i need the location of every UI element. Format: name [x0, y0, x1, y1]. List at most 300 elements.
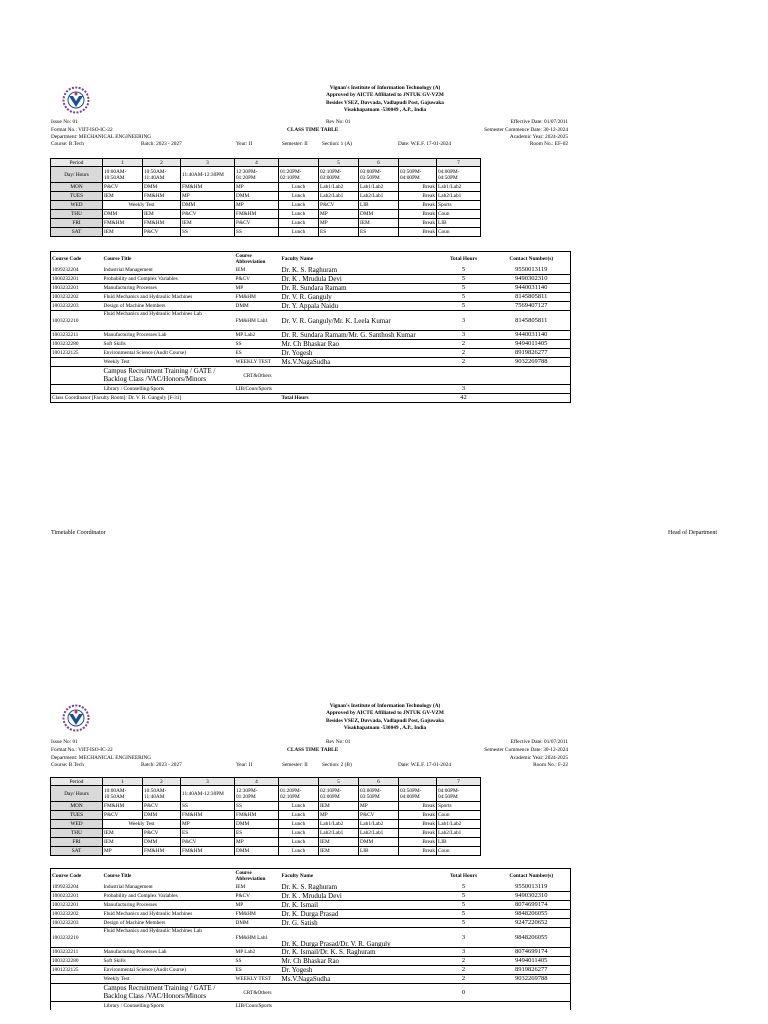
course-row: [51, 275, 571, 284]
course-title: Soft Skills: [103, 957, 235, 966]
slot-cell: DMM: [143, 811, 181, 820]
course-code: 1003232202: [51, 910, 103, 919]
course-abbr: P&CV: [235, 892, 281, 901]
faculty-name: Dr. K. Ismail: [281, 901, 435, 910]
course-row: [51, 385, 571, 394]
course-title: Fluid Mechanics and Hydraulic Machines: [103, 910, 235, 919]
course-hours: 5: [435, 275, 493, 284]
break-cell: Break: [399, 811, 437, 820]
course-title: Manufacturing Processes Lab: [103, 948, 235, 957]
hours-cell: 03:50PM-04:00PM: [399, 786, 437, 802]
slot-cell: P&CV: [319, 201, 359, 210]
institute-name: Vignan's Institute of Information Technology (A): [329, 703, 441, 709]
period-cell: 3: [181, 778, 235, 786]
course-head-row: [51, 252, 571, 267]
lunch-cell: Lunch: [279, 829, 319, 838]
course-title: Environmental Science (Audit Course): [103, 966, 235, 975]
col-abbreviation: Course Abbreviation: [235, 870, 266, 882]
hod-signature: Head of Department: [668, 530, 717, 536]
sheet-title: CLASS TIME TABLE: [287, 127, 339, 133]
course-code: 1000232201: [51, 892, 103, 901]
col-faculty: Faculty Name: [281, 873, 314, 879]
course-code: 1003232210: [51, 928, 103, 948]
department: Department: MECHANICAL ENGINEERING: [51, 134, 152, 140]
faculty-name: Dr. R. Sundara Ramam/Mr. G. Santhosh Kumar: [281, 331, 435, 340]
break-cell: Break: [399, 820, 437, 829]
break-cell: Break: [399, 219, 437, 228]
period-cell: 6: [359, 159, 399, 167]
issue-no: Issue No: 01: [51, 739, 78, 745]
course-code: 1003232201: [51, 901, 103, 910]
course-code: 1001232125: [51, 349, 103, 358]
slot-cell: P&CV: [103, 811, 143, 820]
course-code: 1003232203: [51, 302, 103, 311]
course-abbr: DMM: [235, 302, 281, 311]
course-row: [51, 358, 571, 367]
course-hours: 2: [435, 358, 493, 367]
hours-cell: 11:40AM-12:30PM: [181, 167, 235, 183]
course-hours: 5: [435, 901, 493, 910]
day-row-fri: [51, 219, 481, 228]
room-no: Room No.: EF-02: [529, 141, 568, 147]
faculty-name: Dr. V. R. Ganguly/Mr. K. Leela Kumar: [281, 311, 435, 331]
course-abbr: CRT&Others: [235, 367, 281, 385]
slot-cell: Lab1/Lab2: [437, 820, 481, 829]
slot-cell: MP: [319, 811, 359, 820]
period-cell: 4: [235, 778, 279, 786]
lunch-cell: Lunch: [279, 201, 319, 210]
course-hours: 2: [435, 349, 493, 358]
course-hours: 5: [435, 883, 493, 892]
course-abbr: MP Lab2: [235, 331, 281, 340]
slot-cell: P&CV: [181, 210, 235, 219]
course-abbr: IEM: [235, 883, 281, 892]
slot-cell: ES: [235, 829, 279, 838]
break-cell: Break: [399, 829, 437, 838]
lunch-cell: Lunch: [279, 219, 319, 228]
slot-cell: MP: [359, 802, 399, 811]
course-code: 1003232203: [51, 919, 103, 928]
day-label: SAT: [51, 228, 103, 237]
slot-cell: Lab2/Lab1: [319, 829, 359, 838]
day-row-sat: [51, 847, 481, 856]
hours-row: [51, 786, 481, 802]
course-code: 1003232202: [51, 293, 103, 302]
course-code: 1001232125: [51, 966, 103, 975]
slot-cell: SS: [181, 228, 235, 237]
course-abbr: LIB/Coun/Sports: [235, 1003, 272, 1009]
format-no: Format No.: VIIT-ISO-IC-22: [51, 127, 113, 133]
slot-cell: IEM: [319, 838, 359, 847]
col-course-code: Course Code: [52, 873, 82, 879]
course-title: Weekly Test: [103, 975, 235, 984]
course-hours: 3: [435, 385, 493, 394]
contact-number: [493, 984, 571, 1002]
slot-cell: MP: [181, 820, 235, 829]
section-label: Section: 1 (A): [322, 141, 353, 147]
institute-approval: Approved by AICTE Affiliated to JNTUK GV-VZM: [326, 92, 444, 99]
day-row-wed: [51, 820, 481, 829]
schedule-table: [50, 158, 481, 237]
semester-label: Semester: II: [282, 141, 308, 147]
slot-cell: IEM: [181, 219, 235, 228]
course-hours: 5: [435, 284, 493, 293]
slot-cell: Coun: [437, 847, 481, 856]
slot-cell: IEM: [143, 210, 181, 219]
course-title: Manufacturing Processes: [103, 284, 235, 293]
total-hours-label: Total Hours: [281, 395, 309, 401]
period-cell: 4: [235, 159, 279, 167]
effective-date: Effective Date: 01/07/2011: [510, 119, 568, 125]
contact-number: 9032269788: [493, 358, 571, 367]
contact-number: [493, 1002, 571, 1011]
contact-number: 9494011405: [493, 957, 571, 966]
period-cell: 2: [143, 778, 181, 786]
col-contact: Contact Number(s): [509, 256, 554, 262]
course-title: Design of Machine Members: [103, 302, 235, 311]
course-code: 1003232280: [51, 957, 103, 966]
course-title: Fluid Mechanics and Hydraulic Machines Lab: [103, 928, 235, 948]
slot-cell: FM&HM: [143, 847, 181, 856]
course-hours: 2: [435, 966, 493, 975]
course-row: [51, 919, 571, 928]
period-cell: [399, 778, 437, 786]
contact-number: 8074699174: [493, 901, 571, 910]
break-cell: Break: [399, 210, 437, 219]
course-abbr: FM&HM Lab1: [235, 311, 281, 331]
slot-cell: Coun: [437, 811, 481, 820]
course-code: 1003232201: [51, 284, 103, 293]
lunch-cell: Lunch: [279, 847, 319, 856]
faculty-name: [281, 1002, 435, 1011]
institute-header: [180, 703, 590, 732]
day-label: TUES: [51, 192, 103, 201]
course-abbr: DMM: [235, 919, 281, 928]
break-cell: Break: [399, 183, 437, 192]
batch-label: Batch: 2023 - 2027: [141, 762, 182, 768]
course-abbr: ES: [235, 966, 281, 975]
faculty-name: Mr. Ch Bhaskar Rao: [281, 340, 435, 349]
course-hours: 3: [435, 928, 493, 948]
slot-cell: DMM: [359, 210, 399, 219]
institute-city: Visakhapatnam -530049 , A.P., India: [343, 106, 427, 113]
year-label: Year: II: [236, 141, 253, 147]
slot-cell: Coun: [437, 228, 481, 237]
course-table: [50, 868, 571, 1010]
hours-cell: 03:00PM-03:50PM: [359, 786, 399, 802]
course-hours: 5: [435, 293, 493, 302]
day-label: MON: [51, 183, 103, 192]
slot-cell: MP: [319, 219, 359, 228]
day-row-tues: [51, 192, 481, 201]
timetable-coordinator-signature: Timetable Coordinator: [51, 530, 106, 536]
col-abbreviation: Course Abbreviation: [235, 253, 266, 265]
day-label: WED: [51, 820, 103, 829]
period-cell: 7: [437, 159, 481, 167]
slot-cell: IEM: [103, 228, 143, 237]
course-row: [51, 331, 571, 340]
slot-cell: Lab1/Lab2: [437, 183, 481, 192]
course-code: [51, 1002, 103, 1011]
period-header: Period: [51, 778, 103, 786]
faculty-name: Dr. Yogesh: [281, 349, 435, 358]
period-cell: [279, 778, 319, 786]
course-code: 1003232211: [51, 331, 103, 340]
course-hours: 2: [435, 957, 493, 966]
slot-cell: LIB: [437, 219, 481, 228]
course-code: 1099232204: [51, 266, 103, 275]
period-cell: 7: [437, 778, 481, 786]
day-label: FRI: [51, 838, 103, 847]
faculty-name: Dr. K. S. Raghuram: [281, 883, 435, 892]
faculty-name: Mr. Ch Bhaskar Rao: [281, 957, 435, 966]
slot-cell: LIB: [437, 838, 481, 847]
contact-number: 8919826277: [493, 349, 571, 358]
hours-header: Day/ Hours: [51, 167, 103, 183]
slot-cell: SS: [235, 802, 279, 811]
contact-number: [493, 367, 571, 385]
faculty-name: Dr. K. Durga Prasad: [281, 910, 435, 919]
course-row: [51, 910, 571, 919]
institute-city: Visakhapatnam -530049 , A.P., India: [343, 724, 427, 731]
institute-address: Besides VSEZ, Duvvada, Vadlapudi Post, Gajuwaka: [326, 717, 444, 724]
contact-number: 7569407127: [493, 302, 571, 311]
course-abbr: CRT&Others: [235, 984, 281, 1002]
day-row-mon: [51, 802, 481, 811]
course-hours: 2: [435, 340, 493, 349]
course-label: Course: B.Tech: [51, 762, 84, 768]
day-row-thu: [51, 829, 481, 838]
year-label: Year: II: [236, 762, 253, 768]
day-label: THU: [51, 210, 103, 219]
course-code: 1003232280: [51, 340, 103, 349]
faculty-name: Dr. Y. Appala Naidu: [281, 302, 435, 311]
slot-cell: Sports: [437, 201, 481, 210]
slot-cell: FM&HM: [181, 183, 235, 192]
hours-cell: 10:00AM-10:50AM: [103, 786, 143, 802]
period-cell: 1: [103, 159, 143, 167]
slot-cell: Lab2/Lab1: [319, 192, 359, 201]
semester-label: Semester: II: [282, 762, 308, 768]
day-label: SAT: [51, 847, 103, 856]
sheet-title: CLASS TIME TABLE: [287, 747, 339, 753]
course-hours: 5: [435, 910, 493, 919]
course-abbr: ES: [235, 349, 281, 358]
course-row: [51, 957, 571, 966]
course-abbr: SS: [235, 340, 281, 349]
period-cell: 3: [181, 159, 235, 167]
col-total-hours: Total Hours: [449, 256, 478, 262]
course-row: [51, 948, 571, 957]
total-row-blank: [493, 394, 571, 403]
course-title: Industrial Management: [103, 883, 235, 892]
day-row-fri: [51, 838, 481, 847]
lunch-cell: Lunch: [279, 820, 319, 829]
faculty-name: Ms.V.NagaSudha: [281, 358, 435, 367]
course-hours: 5: [435, 302, 493, 311]
slot-cell: P&CV: [181, 838, 235, 847]
period-cell: [279, 159, 319, 167]
contact-number: [493, 385, 571, 394]
slot-cell: LIB: [359, 847, 399, 856]
course-row: [51, 266, 571, 275]
hours-cell: 03:50PM-04:00PM: [399, 167, 437, 183]
slot-cell: LIB: [359, 201, 399, 210]
break-cell: Break: [399, 192, 437, 201]
day-label: FRI: [51, 219, 103, 228]
slot-cell: Sports: [437, 802, 481, 811]
slot-cell: P&CV: [143, 802, 181, 811]
faculty-name: Dr. Yogesh: [281, 966, 435, 975]
rev-no: Rev No: 01: [326, 739, 351, 745]
faculty-name: Dr. K. Durga Prasad/Dr. V. R. Ganguly: [281, 928, 435, 948]
slot-cell: DMM: [143, 838, 181, 847]
course-head-row: [51, 869, 571, 884]
institute-address: Besides VSEZ, Duvvada, Vadlapudi Post, Gajuwaka: [326, 99, 444, 106]
day-row-thu: [51, 210, 481, 219]
slot-cell: Lab2/Lab1: [359, 192, 399, 201]
hours-cell: 04:00PM-04:50PM: [437, 786, 481, 802]
faculty-name: Dr. R. Sundara Ramam: [281, 284, 435, 293]
course-hours: [435, 367, 493, 385]
course-hours: 3: [435, 311, 493, 331]
course-hours: 5: [435, 266, 493, 275]
slot-cell: IEM: [319, 847, 359, 856]
slot-cell: Lab2/Lab1: [437, 192, 481, 201]
timetable-sheet-2: [0, 622, 768, 1024]
day-row-wed: [51, 201, 481, 210]
hours-cell: 10:50AM-11:40AM: [143, 786, 181, 802]
slot-cell: FM&HM: [103, 802, 143, 811]
course-abbr: FM&HM Lab1: [235, 928, 281, 948]
institute-approval: Approved by AICTE Affiliated to JNTUK GV-VZM: [326, 710, 444, 717]
hours-cell: 12:30PM-01:20PM: [235, 167, 279, 183]
contact-number: 9550013119: [493, 883, 571, 892]
slot-cell: P&CV: [103, 183, 143, 192]
course-hours: 3: [435, 331, 493, 340]
course-row: [51, 984, 571, 1002]
day-row-sat: [51, 228, 481, 237]
rev-no: Rev No: 01: [326, 119, 351, 125]
wef-date: Date: W.E.F. 17-01-2024: [398, 141, 451, 147]
col-course-title: Course Title: [103, 256, 132, 262]
slot-cell: Coun: [437, 210, 481, 219]
course-row: [51, 892, 571, 901]
contact-number: 9032269788: [493, 975, 571, 984]
lunch-cell: Lunch: [279, 192, 319, 201]
course-title: Weekly Test: [103, 358, 235, 367]
slot-cell: Lab2/Lab1: [437, 829, 481, 838]
hours-cell: 11:40AM-12:30PM: [181, 786, 235, 802]
course-row: [51, 311, 571, 331]
course-table: [50, 251, 571, 403]
faculty-name: Dr. G. Satish: [281, 919, 435, 928]
room-no: Room No.: F-22: [533, 762, 568, 768]
institute-logo-icon: [62, 704, 90, 732]
period-header: Period: [51, 159, 103, 167]
slot-cell: MP: [235, 201, 279, 210]
course-hours: 5: [435, 919, 493, 928]
course-title: Library / Counselling/Sports: [103, 1003, 165, 1009]
hours-cell: 01:20PM-02:10PM: [279, 167, 319, 183]
faculty-name: [281, 385, 435, 394]
course-abbr: FM&HM: [235, 293, 281, 302]
course-abbr: SS: [235, 957, 281, 966]
course-title: Campus Recruitment Training / GATE / Backlog Class /VAC/Honors/Minors: [103, 367, 235, 385]
slot-cell: Lab1/Lab2: [359, 183, 399, 192]
faculty-name: [281, 367, 435, 385]
contact-number: 9848206055: [493, 928, 571, 948]
course-title: Campus Recruitment Training / GATE / Backlog Class /VAC/Honors/Minors: [103, 984, 235, 1002]
hours-header: Day/ Hours: [51, 786, 103, 802]
course-row: [51, 928, 571, 948]
course-row: [51, 901, 571, 910]
break-cell: Break: [399, 847, 437, 856]
effective-date: Effective Date: 01/07/2011: [510, 739, 568, 745]
slot-cell: DMM: [181, 201, 235, 210]
slot-cell: DMM: [235, 847, 279, 856]
contact-number: 9550013119: [493, 266, 571, 275]
course-hours: 2: [435, 975, 493, 984]
period-row: [51, 159, 481, 167]
period-cell: 5: [319, 778, 359, 786]
day-row-mon: [51, 183, 481, 192]
department: Department: MECHANICAL ENGINEERING: [51, 755, 152, 761]
course-code: 1003232211: [51, 948, 103, 957]
contact-number: 8145805811: [493, 293, 571, 302]
lunch-cell: Lunch: [279, 802, 319, 811]
total-hours-value: 42: [460, 394, 467, 401]
slot-cell: FM&HM: [143, 192, 181, 201]
course-title: Manufacturing Processes Lab: [103, 331, 235, 340]
period-cell: 5: [319, 159, 359, 167]
contact-number: 9247220652: [493, 919, 571, 928]
course-title: Design of Machine Members: [103, 919, 235, 928]
hours-cell: 12:30PM-01:20PM: [235, 786, 279, 802]
period-cell: 2: [143, 159, 181, 167]
period-cell: 6: [359, 778, 399, 786]
day-label: THU: [51, 829, 103, 838]
slot-cell: P&CV: [235, 219, 279, 228]
course-code: [51, 358, 103, 367]
total-row: [51, 394, 571, 403]
faculty-name: Dr. K. Ismail/Dr. K. S. Raghuram: [281, 948, 435, 957]
lunch-cell: Lunch: [279, 228, 319, 237]
course-code: [51, 367, 103, 385]
slot-cell: MP: [235, 838, 279, 847]
day-label: WED: [51, 201, 103, 210]
slot-cell: P&CV: [143, 829, 181, 838]
faculty-name: [281, 984, 435, 1002]
slot-cell: FM&HM: [103, 219, 143, 228]
hours-cell: 10:00AM-10:50AM: [103, 167, 143, 183]
faculty-name: Dr. V. R. Ganguly: [281, 293, 435, 302]
contact-number: 9490302310: [493, 892, 571, 901]
slot-cell: IEM: [319, 802, 359, 811]
weekly-test-cell: Weekly Test: [103, 201, 181, 210]
period-cell: 1: [103, 778, 143, 786]
slot-cell: DMM: [235, 820, 279, 829]
contact-number: 9848206055: [493, 910, 571, 919]
course-title: Fluid Mechanics and Hydraulic Machines: [103, 293, 235, 302]
col-course-code: Course Code: [52, 256, 82, 262]
contact-number: 9490302310: [493, 275, 571, 284]
course-row: [51, 367, 571, 385]
hours-cell: 10:50AM-11:40AM: [143, 167, 181, 183]
col-faculty: Faculty Name: [281, 256, 314, 262]
course-row: [51, 975, 571, 984]
hours-cell: 04:00PM-04:50PM: [437, 167, 481, 183]
